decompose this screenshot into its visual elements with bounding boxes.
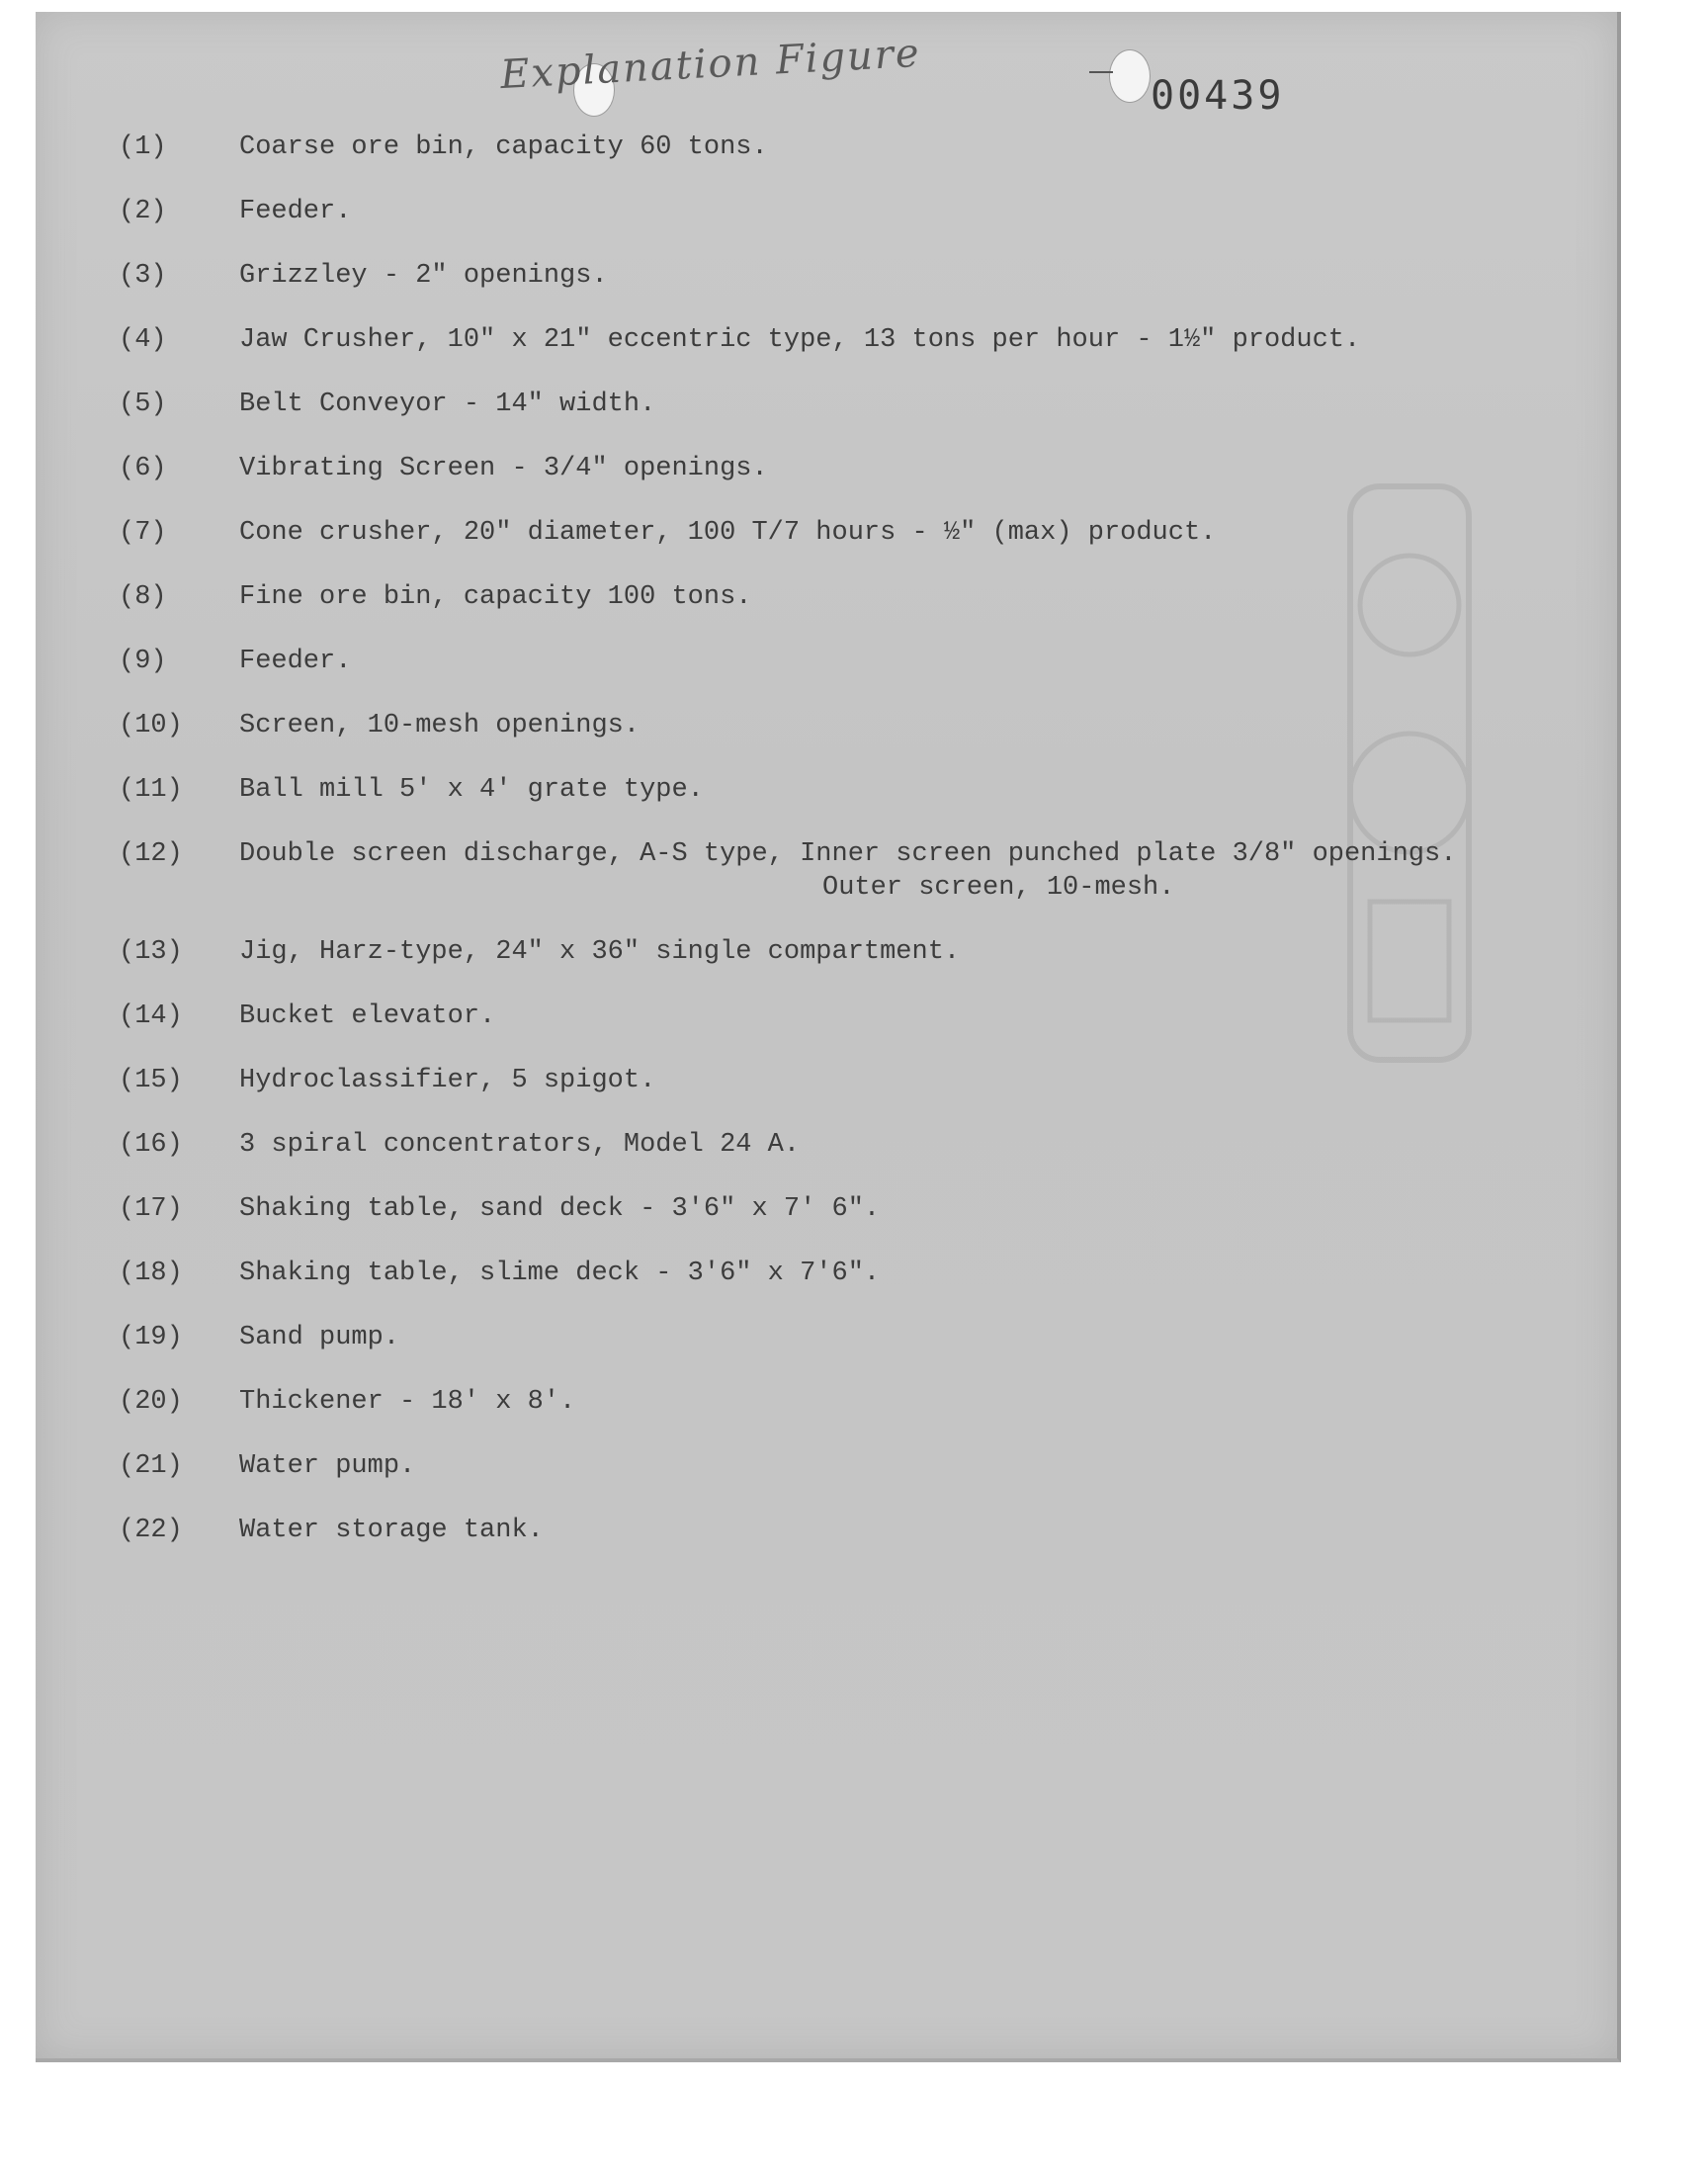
item-text: Jaw Crusher, 10" x 21" eccentric type, 13 tons per hour - 1½" product. <box>239 325 1361 355</box>
item-description <box>239 388 1522 421</box>
title-dash <box>1089 71 1113 73</box>
list-item <box>119 452 1522 485</box>
item-number: (6) <box>119 454 167 483</box>
list-item <box>119 773 1522 807</box>
item-description <box>239 1000 1522 1033</box>
list-item <box>119 259 1522 293</box>
item-text: Feeder. <box>239 647 352 676</box>
document-number-stamp: 00439 <box>1151 73 1285 119</box>
list-item <box>119 1514 1522 1547</box>
item-description <box>239 1257 1522 1290</box>
item-text: Shaking table, slime deck - 3'6" x 7'6". <box>239 1259 881 1288</box>
item-number: (10) <box>119 711 183 740</box>
item-number: (2) <box>119 197 167 226</box>
list-item <box>119 1064 1522 1097</box>
list-item <box>119 935 1522 969</box>
list-item <box>119 709 1522 742</box>
item-description <box>239 1385 1522 1419</box>
item-continuation: Outer screen, 10-mesh. <box>822 873 1175 903</box>
item-number: (1) <box>119 132 167 162</box>
item-number: (11) <box>119 775 183 805</box>
item-number: (3) <box>119 261 167 291</box>
item-description <box>239 1128 1522 1162</box>
item-number: (17) <box>119 1194 183 1224</box>
punch-hole <box>1109 49 1151 103</box>
list-item <box>119 580 1522 614</box>
item-text: Ball mill 5' x 4' grate type. <box>239 775 704 805</box>
item-text: Sand pump. <box>239 1323 400 1352</box>
item-text: Double screen discharge, A-S type, Inner screen punched plate 3/8" openings. <box>239 839 1457 869</box>
item-description <box>239 580 1522 614</box>
list-item <box>119 1321 1522 1354</box>
item-description <box>239 516 1522 550</box>
list-item <box>119 195 1522 228</box>
item-number: (5) <box>119 390 167 419</box>
item-text: Vibrating Screen - 3/4" openings. <box>239 454 768 483</box>
list-item <box>119 1192 1522 1226</box>
item-description <box>239 935 1522 969</box>
list-item <box>119 837 1522 905</box>
item-text: Shaking table, sand deck - 3'6" x 7' 6". <box>239 1194 881 1224</box>
document-sheet <box>36 12 1621 2062</box>
item-description <box>239 259 1522 293</box>
item-text: Screen, 10-mesh openings. <box>239 711 640 740</box>
list-item <box>119 388 1522 421</box>
item-number: (21) <box>119 1451 183 1481</box>
item-number: (8) <box>119 582 167 612</box>
list-item <box>119 323 1522 357</box>
item-number: (13) <box>119 937 183 967</box>
item-text: Fine ore bin, capacity 100 tons. <box>239 582 752 612</box>
item-text: Belt Conveyor - 14" width. <box>239 390 656 419</box>
list-item <box>119 1257 1522 1290</box>
item-text: Feeder. <box>239 197 352 226</box>
item-text: 3 spiral concentrators, Model 24 A. <box>239 1130 801 1160</box>
item-number: (14) <box>119 1001 183 1031</box>
item-text: Bucket elevator. <box>239 1001 496 1031</box>
item-number: (22) <box>119 1516 183 1545</box>
item-number: (18) <box>119 1259 183 1288</box>
item-number: (20) <box>119 1387 183 1417</box>
list-item <box>119 1449 1522 1483</box>
list-item <box>119 130 1522 164</box>
item-text: Thickener - 18' x 8'. <box>239 1387 576 1417</box>
item-description <box>239 1514 1522 1547</box>
item-description <box>239 195 1522 228</box>
item-description <box>239 645 1522 678</box>
list-item <box>119 645 1522 678</box>
item-number: (12) <box>119 839 183 869</box>
item-number: (4) <box>119 325 167 355</box>
item-text: Water pump. <box>239 1451 416 1481</box>
item-description <box>239 1449 1522 1483</box>
item-description <box>239 837 1522 905</box>
item-description <box>239 1321 1522 1354</box>
item-description <box>239 323 1522 357</box>
list-item <box>119 516 1522 550</box>
item-number: (19) <box>119 1323 183 1352</box>
list-item <box>119 1128 1522 1162</box>
list-item <box>119 1000 1522 1033</box>
item-description <box>239 709 1522 742</box>
list-item <box>119 1385 1522 1419</box>
item-text: Grizzley - 2" openings. <box>239 261 608 291</box>
item-description <box>239 130 1522 164</box>
item-text: Water storage tank. <box>239 1516 544 1545</box>
item-description <box>239 1064 1522 1097</box>
item-description <box>239 773 1522 807</box>
item-number: (9) <box>119 647 167 676</box>
item-text: Jig, Harz-type, 24" x 36" single compartment. <box>239 937 961 967</box>
item-text: Cone crusher, 20" diameter, 100 T/7 hours - ½" (max) product. <box>239 518 1217 548</box>
handwritten-title: Explanation Figure <box>499 30 922 99</box>
item-number: (15) <box>119 1066 183 1095</box>
item-description <box>239 1192 1522 1226</box>
item-number: (16) <box>119 1130 183 1160</box>
item-text: Hydroclassifier, 5 spigot. <box>239 1066 656 1095</box>
item-number: (7) <box>119 518 167 548</box>
equipment-list <box>119 130 1522 1578</box>
item-description <box>239 452 1522 485</box>
item-text: Coarse ore bin, capacity 60 tons. <box>239 132 768 162</box>
